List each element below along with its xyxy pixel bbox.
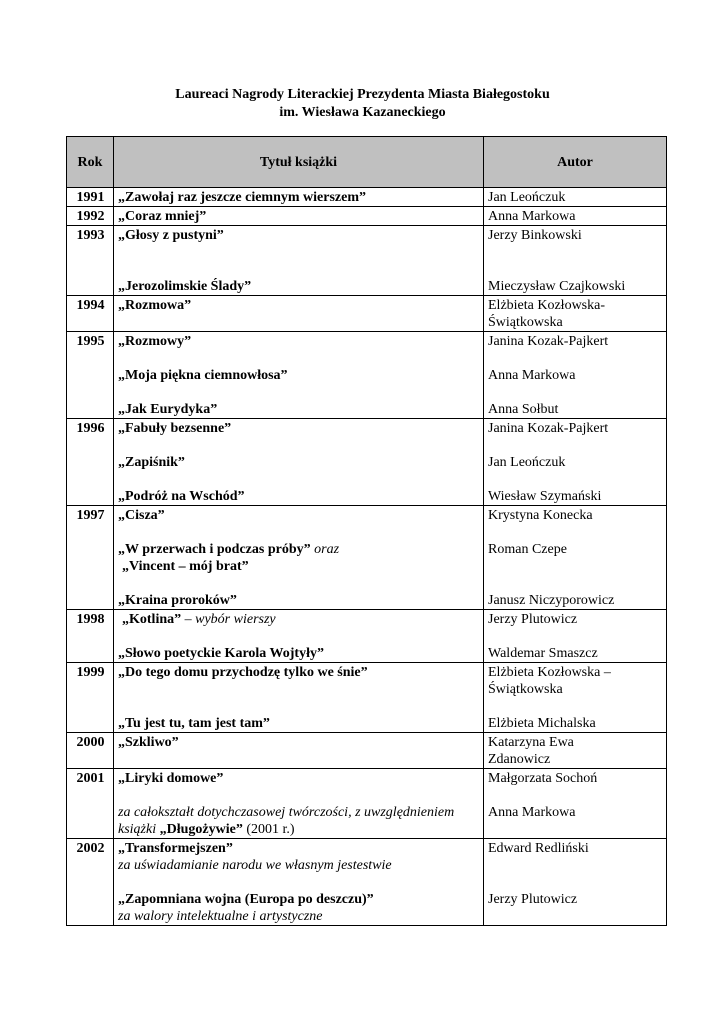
year-cell: 1997 [67,506,114,610]
author-cell [484,610,667,663]
author-cell [484,296,667,332]
author-name: Krystyna Konecka [488,508,593,523]
book-title: „Do tego domu przychodzę tylko we śnie” [118,665,368,680]
book-title: „Głosy z pustyni” [118,228,224,243]
book-title: „Rozmowy” [118,334,192,349]
author-name: Anna Markowa [488,368,576,383]
author-name: Edward Redliński [488,841,589,856]
author-name: Jerzy Plutowicz [488,612,578,627]
author-name: Wiesław Szymański [488,489,602,504]
author-name: Jan Leończuk [488,190,566,205]
author-name-cont: Świątkowska [488,682,563,697]
title-cell [114,506,484,610]
author-cell [484,769,667,839]
book-title: „Fabuły bezsenne” [118,421,232,436]
year-cell: 1993 [67,226,114,296]
title-note: – wybór wierszy [181,612,276,627]
book-title: „Moja piękna ciemnowłosa” [118,368,288,383]
author-name: Janusz Niczyporowicz [488,593,615,608]
book-title: „Zawołaj raz jeszcze ciemnym wierszem” [118,190,367,205]
book-title: „Rozmowa” [118,298,192,313]
book-title: „Kraina proroków” [118,593,237,608]
table-row [67,839,667,926]
author-name: Anna Markowa [488,805,576,820]
table-row [67,610,667,663]
year-cell: 2002 [67,839,114,926]
title-cell [114,769,484,839]
title-cell [114,188,484,207]
author-cell [484,419,667,506]
book-title: „Transformejszen” [118,841,233,856]
table-row [67,506,667,610]
header-year: Rok [67,137,114,188]
table-row [67,188,667,207]
year-cell: 1995 [67,332,114,419]
author-name: Anna Sołbut [488,402,559,417]
year-cell: 1999 [67,663,114,733]
book-title: „Słowo poetyckie Karola Wojtyły” [118,646,324,661]
table-row [67,419,667,506]
author-cell [484,506,667,610]
author-name: Elżbieta Michalska [488,716,596,731]
author-cell [484,207,667,226]
book-title: „Cisza” [118,508,165,523]
table-row [67,663,667,733]
author-name-cont: Zdanowicz [488,752,551,767]
book-title: „Coraz mniej” [118,209,207,224]
author-name: Anna Markowa [488,209,576,224]
book-title: „Kotlina” [122,612,182,627]
author-cell [484,733,667,769]
book-title: „Szkliwo” [118,735,179,750]
book-title: „Długożywie” [159,822,243,837]
table-row [67,769,667,839]
year-cell: 1998 [67,610,114,663]
year-cell: 1994 [67,296,114,332]
title-note: oraz [310,542,340,557]
author-name: Elżbieta Kozłowska – [488,665,611,680]
title-cell [114,839,484,926]
book-title: „Jerozolimskie Ślady” [118,279,252,294]
author-cell [484,188,667,207]
author-name: Elżbieta Kozłowska- [488,298,606,313]
year-cell: 1992 [67,207,114,226]
header-title: Tytuł książki [114,137,484,188]
laureates-table [66,136,667,926]
author-name: Jan Leończuk [488,455,566,470]
award-note: za uświadamianie narodu we własnym jestestwie [118,858,392,873]
author-cell [484,332,667,419]
author-name-cont: Świątkowska [488,315,563,330]
heading-line-1: Laureaci Nagrody Literackiej Prezydenta Miasta Białegostoku [175,87,550,102]
book-title: „Jak Eurydyka” [118,402,218,417]
author-cell [484,663,667,733]
book-title: „Zapomniana wojna (Europa po deszczu)” [118,892,374,907]
heading-line-2: im. Wiesława Kazaneckiego [279,105,446,120]
table-row [67,226,667,296]
author-name: Jerzy Plutowicz [488,892,578,907]
book-title: „Podróż na Wschód” [118,489,245,504]
author-name: Mieczysław Czajkowski [488,279,626,294]
author-name: Waldemar Smaszcz [488,646,598,661]
table-row [67,296,667,332]
year-cell: 2001 [67,769,114,839]
title-cell [114,663,484,733]
author-name: Katarzyna Ewa [488,735,574,750]
header-author: Autor [484,137,667,188]
book-year: (2001 r.) [242,822,295,837]
book-title: „W przerwach i podczas próby” [118,542,311,557]
author-name: Małgorzata Sochoń [488,771,598,786]
award-note: książki [118,822,160,837]
author-cell [484,226,667,296]
table-row [67,207,667,226]
title-cell [114,332,484,419]
author-name: Janina Kozak-Pajkert [488,334,609,349]
award-note: za walory intelektualne i artystyczne [118,909,323,924]
book-title: „Vincent – mój brat” [122,559,249,574]
book-title: „Liryki domowe” [118,771,224,786]
title-cell [114,226,484,296]
book-title: „Tu jest tu, tam jest tam” [118,716,270,731]
book-title: „Zapiśnik” [118,455,185,470]
author-cell [484,839,667,926]
year-cell: 2000 [67,733,114,769]
year-cell: 1996 [67,419,114,506]
title-cell [114,296,484,332]
title-cell [114,733,484,769]
title-cell [114,419,484,506]
title-cell [114,207,484,226]
table-header-row [67,137,667,188]
document-heading [0,86,725,122]
author-name: Janina Kozak-Pajkert [488,421,609,436]
title-cell [114,610,484,663]
year-cell: 1991 [67,188,114,207]
author-name: Jerzy Binkowski [488,228,582,243]
table-row [67,332,667,419]
award-note: za całokształt dotychczasowej twórczości, z uwzględnieniem [118,805,455,820]
table-row [67,733,667,769]
author-name: Roman Czepe [488,542,567,557]
